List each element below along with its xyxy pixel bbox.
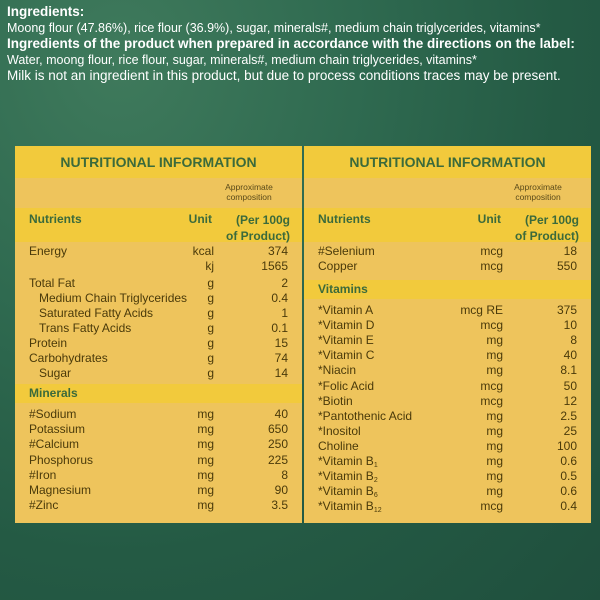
col-value [226, 212, 290, 244]
nutrient-unit: mcg [480, 499, 503, 514]
nutrient-name: Trans Fatty Acids [39, 321, 132, 335]
nutrient-unit: mcg [480, 244, 503, 258]
nutrient-unit: g [207, 351, 214, 365]
nutrient-name: *Vitamin C [318, 348, 375, 363]
nutrient-row [15, 483, 302, 498]
approx-label: Approximate composition [514, 182, 562, 202]
nutrient-row [15, 407, 302, 422]
nutrient-value: 0.4 [560, 499, 577, 514]
nutrient-unit: mcg [480, 393, 503, 408]
nutrient-unit: mcg [480, 259, 503, 273]
column-header-row [304, 208, 591, 242]
nutrient-value: 74 [274, 351, 288, 365]
nutrient-row [15, 321, 302, 336]
nutrient-row [304, 454, 591, 469]
nutrient-value: 8 [281, 467, 288, 482]
nutrient-row [15, 453, 302, 468]
panel-title: NUTRITIONAL INFORMATION [15, 146, 302, 178]
nutrient-row [15, 244, 302, 259]
nutrient-row [304, 348, 591, 363]
nutrient-row [304, 333, 591, 348]
nutrient-name: *Vitamin D [318, 318, 375, 333]
nutrient-unit: mcg [480, 318, 503, 333]
nutrient-unit: mg [486, 469, 503, 484]
nutrient-row [304, 484, 591, 499]
nutrient-unit: g [207, 306, 214, 320]
nutrient-name: Copper [318, 259, 358, 273]
nutrient-value: 50 [563, 378, 577, 393]
nutrient-row [304, 409, 591, 424]
col-value-line2: of Product) [226, 229, 290, 243]
nutrient-value: 8 [570, 333, 577, 348]
nutrient-unit: mg [197, 498, 214, 513]
nutrient-value: 8.1 [560, 363, 577, 378]
nutrient-row [15, 468, 302, 483]
nutrient-row [304, 499, 591, 514]
nutrient-unit: mg [197, 483, 214, 497]
col-nutrients: Nutrients [29, 212, 82, 226]
nutrient-value: 90 [274, 483, 288, 497]
ingredients-list: Moong flour (47.86%), rice flour (36.9%), sugar, minerals#, medium chain triglycerides, vitamins* [7, 21, 541, 35]
nutrient-value: 1 [281, 306, 288, 320]
nutrient-name: Carbohydrates [29, 351, 108, 365]
nutrient-unit: g [207, 276, 214, 290]
nutrient-name: Magnesium [29, 483, 92, 497]
nutrient-value: 1565 [261, 259, 288, 273]
nutrient-name: #Calcium [29, 437, 80, 452]
nutrient-unit: g [207, 321, 214, 335]
nutrient-unit: mg [486, 454, 503, 468]
nutrient-row [15, 336, 302, 351]
nutrient-name: #Selenium [318, 244, 375, 258]
nutrient-unit: mg [486, 333, 503, 348]
section-header [15, 384, 302, 403]
nutrient-value: 40 [563, 348, 577, 363]
nutrient-name: #Zinc [29, 498, 59, 513]
nutrient-value: 0.1 [271, 321, 288, 335]
nutrient-name: *Vitamin $B_{12}$ [318, 499, 382, 515]
nutrient-subscript: 12 [373, 507, 382, 515]
nutrition-panel-right [304, 146, 591, 523]
column-header-row [15, 208, 302, 242]
nutrient-name: Protein [29, 336, 68, 350]
nutrient-value: 25 [563, 423, 577, 438]
nutrient-row [15, 291, 302, 306]
nutrient-row [304, 439, 591, 454]
ingredients-heading: Ingredients: [7, 4, 85, 19]
nutrient-unit: mg [197, 452, 214, 467]
nutrient-name: Potassium [29, 422, 86, 437]
nutrient-subscript: 1 [373, 462, 378, 469]
nutrient-value: 0.6 [560, 454, 577, 468]
nutrient-value: 0.4 [271, 291, 288, 305]
nutrient-value: 650 [267, 422, 288, 437]
nutrient-subscript: 6 [373, 492, 378, 500]
nutrient-name: Medium Chain Triglycerides [39, 291, 188, 305]
nutrient-unit: mg [486, 348, 503, 363]
nutrient-unit: mg [197, 467, 214, 482]
nutrient-name: #Iron [29, 467, 57, 482]
nutrient-unit: mg [197, 407, 214, 421]
ingredients-block [7, 4, 597, 84]
nutrient-name: Choline [318, 438, 359, 453]
col-value [515, 212, 579, 244]
nutrient-value: 100 [556, 438, 577, 453]
nutrient-unit: g [207, 366, 214, 380]
nutrient-unit: mg [486, 408, 503, 423]
approx-label: Approximate composition [225, 182, 273, 202]
nutrient-value: 14 [274, 366, 288, 380]
nutrient-value: 250 [267, 437, 288, 452]
nutrient-row [15, 422, 302, 437]
nutrient-value: 12 [563, 393, 577, 408]
nutrient-name: #Sodium [29, 407, 77, 421]
nutrient-unit: kcal [192, 244, 214, 258]
nutrient-row [15, 366, 302, 381]
nutrient-row [304, 394, 591, 409]
nutrient-name: *Inositol [318, 423, 361, 438]
nutrient-value: 0.6 [560, 484, 577, 499]
nutrient-value: 40 [274, 407, 288, 421]
nutrient-unit: g [207, 291, 214, 305]
nutrient-name: Energy [29, 244, 68, 258]
nutrient-value: 18 [563, 244, 577, 258]
nutrient-unit: kj [205, 259, 214, 273]
nutrient-name: *Niacin [318, 363, 357, 378]
nutrient-unit: mg [197, 437, 214, 452]
nutrient-name: *Vitamin A [318, 303, 374, 317]
section-label: Minerals [29, 386, 78, 400]
nutrient-name: *Pantothenic Acid [318, 408, 413, 423]
nutrient-name: *Biotin [318, 393, 353, 408]
nutrient-value: 2.5 [560, 408, 577, 423]
nutrient-value: 375 [556, 303, 577, 317]
nutrient-row [15, 306, 302, 321]
col-value-line1: (Per 100g [524, 213, 579, 227]
col-nutrients: Nutrients [318, 212, 371, 226]
nutrient-name: Saturated Fatty Acids [39, 306, 154, 320]
nutrient-row [304, 318, 591, 333]
nutrient-unit: mg [197, 422, 214, 437]
nutrient-name: *Vitamin $B_6$ [318, 484, 378, 500]
nutrient-value: 374 [267, 244, 288, 258]
nutrient-row [304, 363, 591, 378]
nutrient-name: Sugar [39, 366, 72, 380]
nutrient-row [15, 259, 302, 274]
nutrient-row [304, 259, 591, 274]
nutrient-unit: mg [486, 423, 503, 438]
section-label: Vitamins [318, 282, 368, 296]
nutrient-unit: mg [486, 438, 503, 453]
nutrient-unit: mg [486, 484, 503, 499]
prepared-ingredients-heading: Ingredients of the product when prepared in accordance with the directions on the label: [7, 36, 575, 51]
nutrient-row [15, 437, 302, 452]
nutrient-row [304, 303, 591, 318]
nutrient-name: Phosphorus [29, 452, 94, 467]
nutrient-row [15, 351, 302, 366]
nutrient-row [15, 276, 302, 291]
nutrient-unit: mg [486, 363, 503, 378]
col-value-line2: of Product) [515, 229, 579, 243]
nutrient-value: 2 [281, 276, 288, 290]
col-unit: Unit [477, 212, 501, 226]
nutrient-name: *Vitamin E [318, 333, 374, 348]
nutrient-subscript: 2 [373, 477, 378, 485]
nutrient-unit: mcg RE [460, 303, 503, 317]
nutrition-panel-left [15, 146, 302, 523]
col-unit: Unit [188, 212, 212, 226]
nutrient-value: 225 [267, 452, 288, 467]
nutrient-value: 15 [274, 336, 288, 350]
nutrient-value: 0.5 [560, 469, 577, 484]
section-header [304, 280, 591, 299]
nutrient-name: *Folic Acid [318, 378, 375, 393]
col-value-line1: (Per 100g [235, 213, 290, 227]
nutrient-value: 3.5 [271, 498, 288, 513]
nutrient-row [304, 379, 591, 394]
nutrient-name: *Vitamin $B_1$ [318, 454, 378, 469]
nutrient-name: *Vitamin $B_2$ [318, 469, 378, 485]
panel-title: NUTRITIONAL INFORMATION [304, 146, 591, 178]
nutrient-row [304, 424, 591, 439]
nutrient-value: 550 [556, 259, 577, 273]
nutrient-name: Total Fat [29, 276, 76, 290]
nutrient-value: 10 [563, 318, 577, 333]
nutrient-row [304, 244, 591, 259]
nutrient-row [304, 469, 591, 484]
milk-note: Milk is not an ingredient in this product, but due to process conditions traces may be present. [7, 68, 561, 83]
nutrient-unit: mcg [480, 378, 503, 393]
prepared-ingredients-list: Water, moong flour, rice flour, sugar, minerals#, medium chain triglycerides, vitamins* [7, 53, 477, 67]
nutrient-row [15, 498, 302, 513]
nutrient-unit: g [207, 336, 214, 350]
